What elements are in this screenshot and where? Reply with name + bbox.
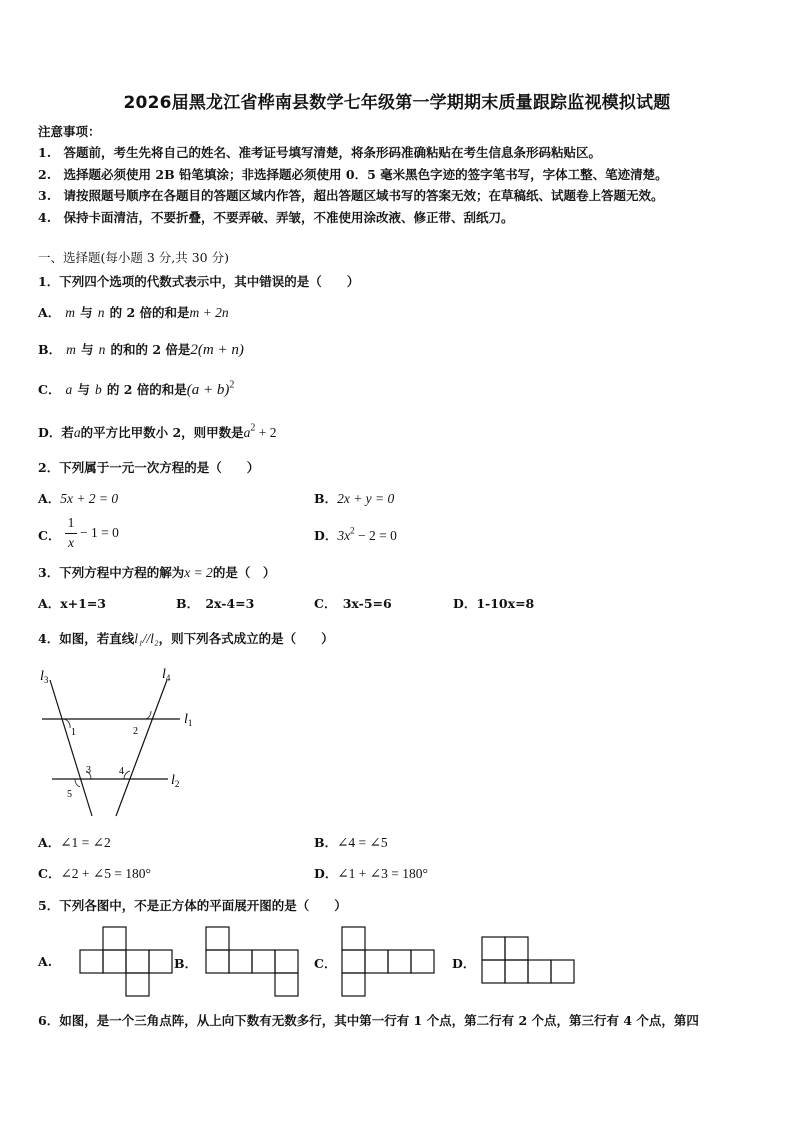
notice-item: 3. 请按照题号顺序在各题目的答题区域内作答，超出答题区域书写的答案无效；在草稿纸、试题卷上答题无效。: [38, 188, 664, 203]
question-6-stem: 6．如图，是一个三角点阵，从上向下数有无数多行，其中第一行有 1 个点，第二行有 2 个点，第三行有 4 个点，第四: [38, 1013, 699, 1028]
label-l2: $l_2$: [171, 773, 180, 789]
q5-label-b[interactable]: B．: [174, 956, 198, 971]
q1-option-a[interactable]: A． m 与 n 的 2 倍的和是m + 2n: [38, 305, 229, 320]
q2-option-a[interactable]: A．5x + 2 = 0: [38, 491, 119, 506]
notice-item: 4. 保持卡面清洁，不要折叠，不要弄破、弄皱，不准使用涂改液、修正带、刮纸刀。: [38, 210, 514, 225]
q4-option-a[interactable]: A．∠1 = ∠2: [38, 835, 111, 850]
notice-item: 2. 选择题必须使用 2B 铅笔填涂；非选择题必须使用 0．5 毫米黑色字迹的签字笔书写，字体工整、笔迹清楚。: [38, 167, 668, 182]
question-4-stem: 4．如图，若直线l₁//l₂，则下列各式成立的是（ ）: [38, 631, 334, 646]
q5-label-c[interactable]: C．: [314, 956, 337, 971]
q5-label-a[interactable]: A.: [38, 954, 53, 969]
question-5-stem: 5．下列各图中，不是正方体的平面展开图的是（ ）: [38, 898, 347, 913]
label-angle-1: 1: [71, 727, 76, 738]
label-l1: $l_1$: [184, 712, 193, 728]
label-angle-4: 4: [119, 766, 124, 777]
parallel-lines-figure: [30, 660, 210, 825]
angle-5-arc: [75, 779, 80, 787]
label-angle-5: 5: [67, 789, 72, 800]
angle-4-arc: [124, 771, 130, 779]
notice-item: 1. 答题前，考生先将自己的姓名、准考证号填写清楚，将条形码准确粘贴在考生信息条形码粘贴区。: [38, 145, 602, 160]
label-l4: $l_4$: [162, 667, 171, 683]
label-angle-2: 2: [133, 726, 138, 737]
q4-option-c[interactable]: C．∠2 + ∠5 = 180°: [38, 866, 151, 881]
q3-option-a[interactable]: A．x+1=3: [38, 596, 106, 611]
q5-label-d[interactable]: D．: [452, 956, 476, 971]
section-heading: 一、选择题(每小题 3 分,共 30 分): [38, 250, 229, 265]
q4-option-d[interactable]: D．∠1 + ∠3 = 180°: [314, 866, 428, 881]
q3-option-d[interactable]: D．1-10x=8: [453, 596, 535, 611]
q3-option-c[interactable]: C． 3x-5=6: [314, 596, 392, 611]
line-l4: [116, 680, 167, 816]
notice-heading: 注意事项：: [38, 124, 101, 139]
q4-option-b[interactable]: B．∠4 = ∠5: [314, 835, 388, 850]
cube-net-b[interactable]: [204, 926, 300, 998]
angle-2-arc: [146, 711, 151, 719]
cube-net-a[interactable]: [78, 926, 173, 998]
q1-option-b[interactable]: B． m 与 n 的和的 2 倍是2(m + n): [38, 342, 244, 358]
question-2-stem: 2．下列属于一元一次方程的是（ ）: [38, 460, 260, 475]
label-angle-3: 3: [86, 765, 91, 776]
cube-net-d[interactable]: [480, 936, 576, 986]
q2-option-b[interactable]: B．2x + y = 0: [314, 491, 395, 506]
q3-option-b[interactable]: B． 2x-4=3: [176, 596, 255, 611]
question-3-stem: 3．下列方程中方程的解为x = 2的是（ ）: [38, 565, 276, 580]
fraction-bar: [65, 533, 77, 534]
page-title: 2026届黑龙江省桦南县数学七年级第一学期期末质量跟踪监视模拟试题: [123, 93, 671, 113]
q1-option-c[interactable]: C． a 与 b 的 2 倍的和是$(a + b)^2$: [38, 379, 235, 398]
label-l3: $l_3$: [40, 669, 49, 685]
q2-option-d[interactable]: D．$3x^2 - 2 = 0$: [314, 525, 397, 543]
cube-net-c[interactable]: [340, 926, 436, 998]
question-1-stem: 1．下列四个选项的代数式表示中，其中错误的是（ ）: [38, 274, 360, 289]
q1-option-d[interactable]: D．若a的平方比甲数小 2，则甲数是$a^2 + 2$: [38, 422, 277, 440]
